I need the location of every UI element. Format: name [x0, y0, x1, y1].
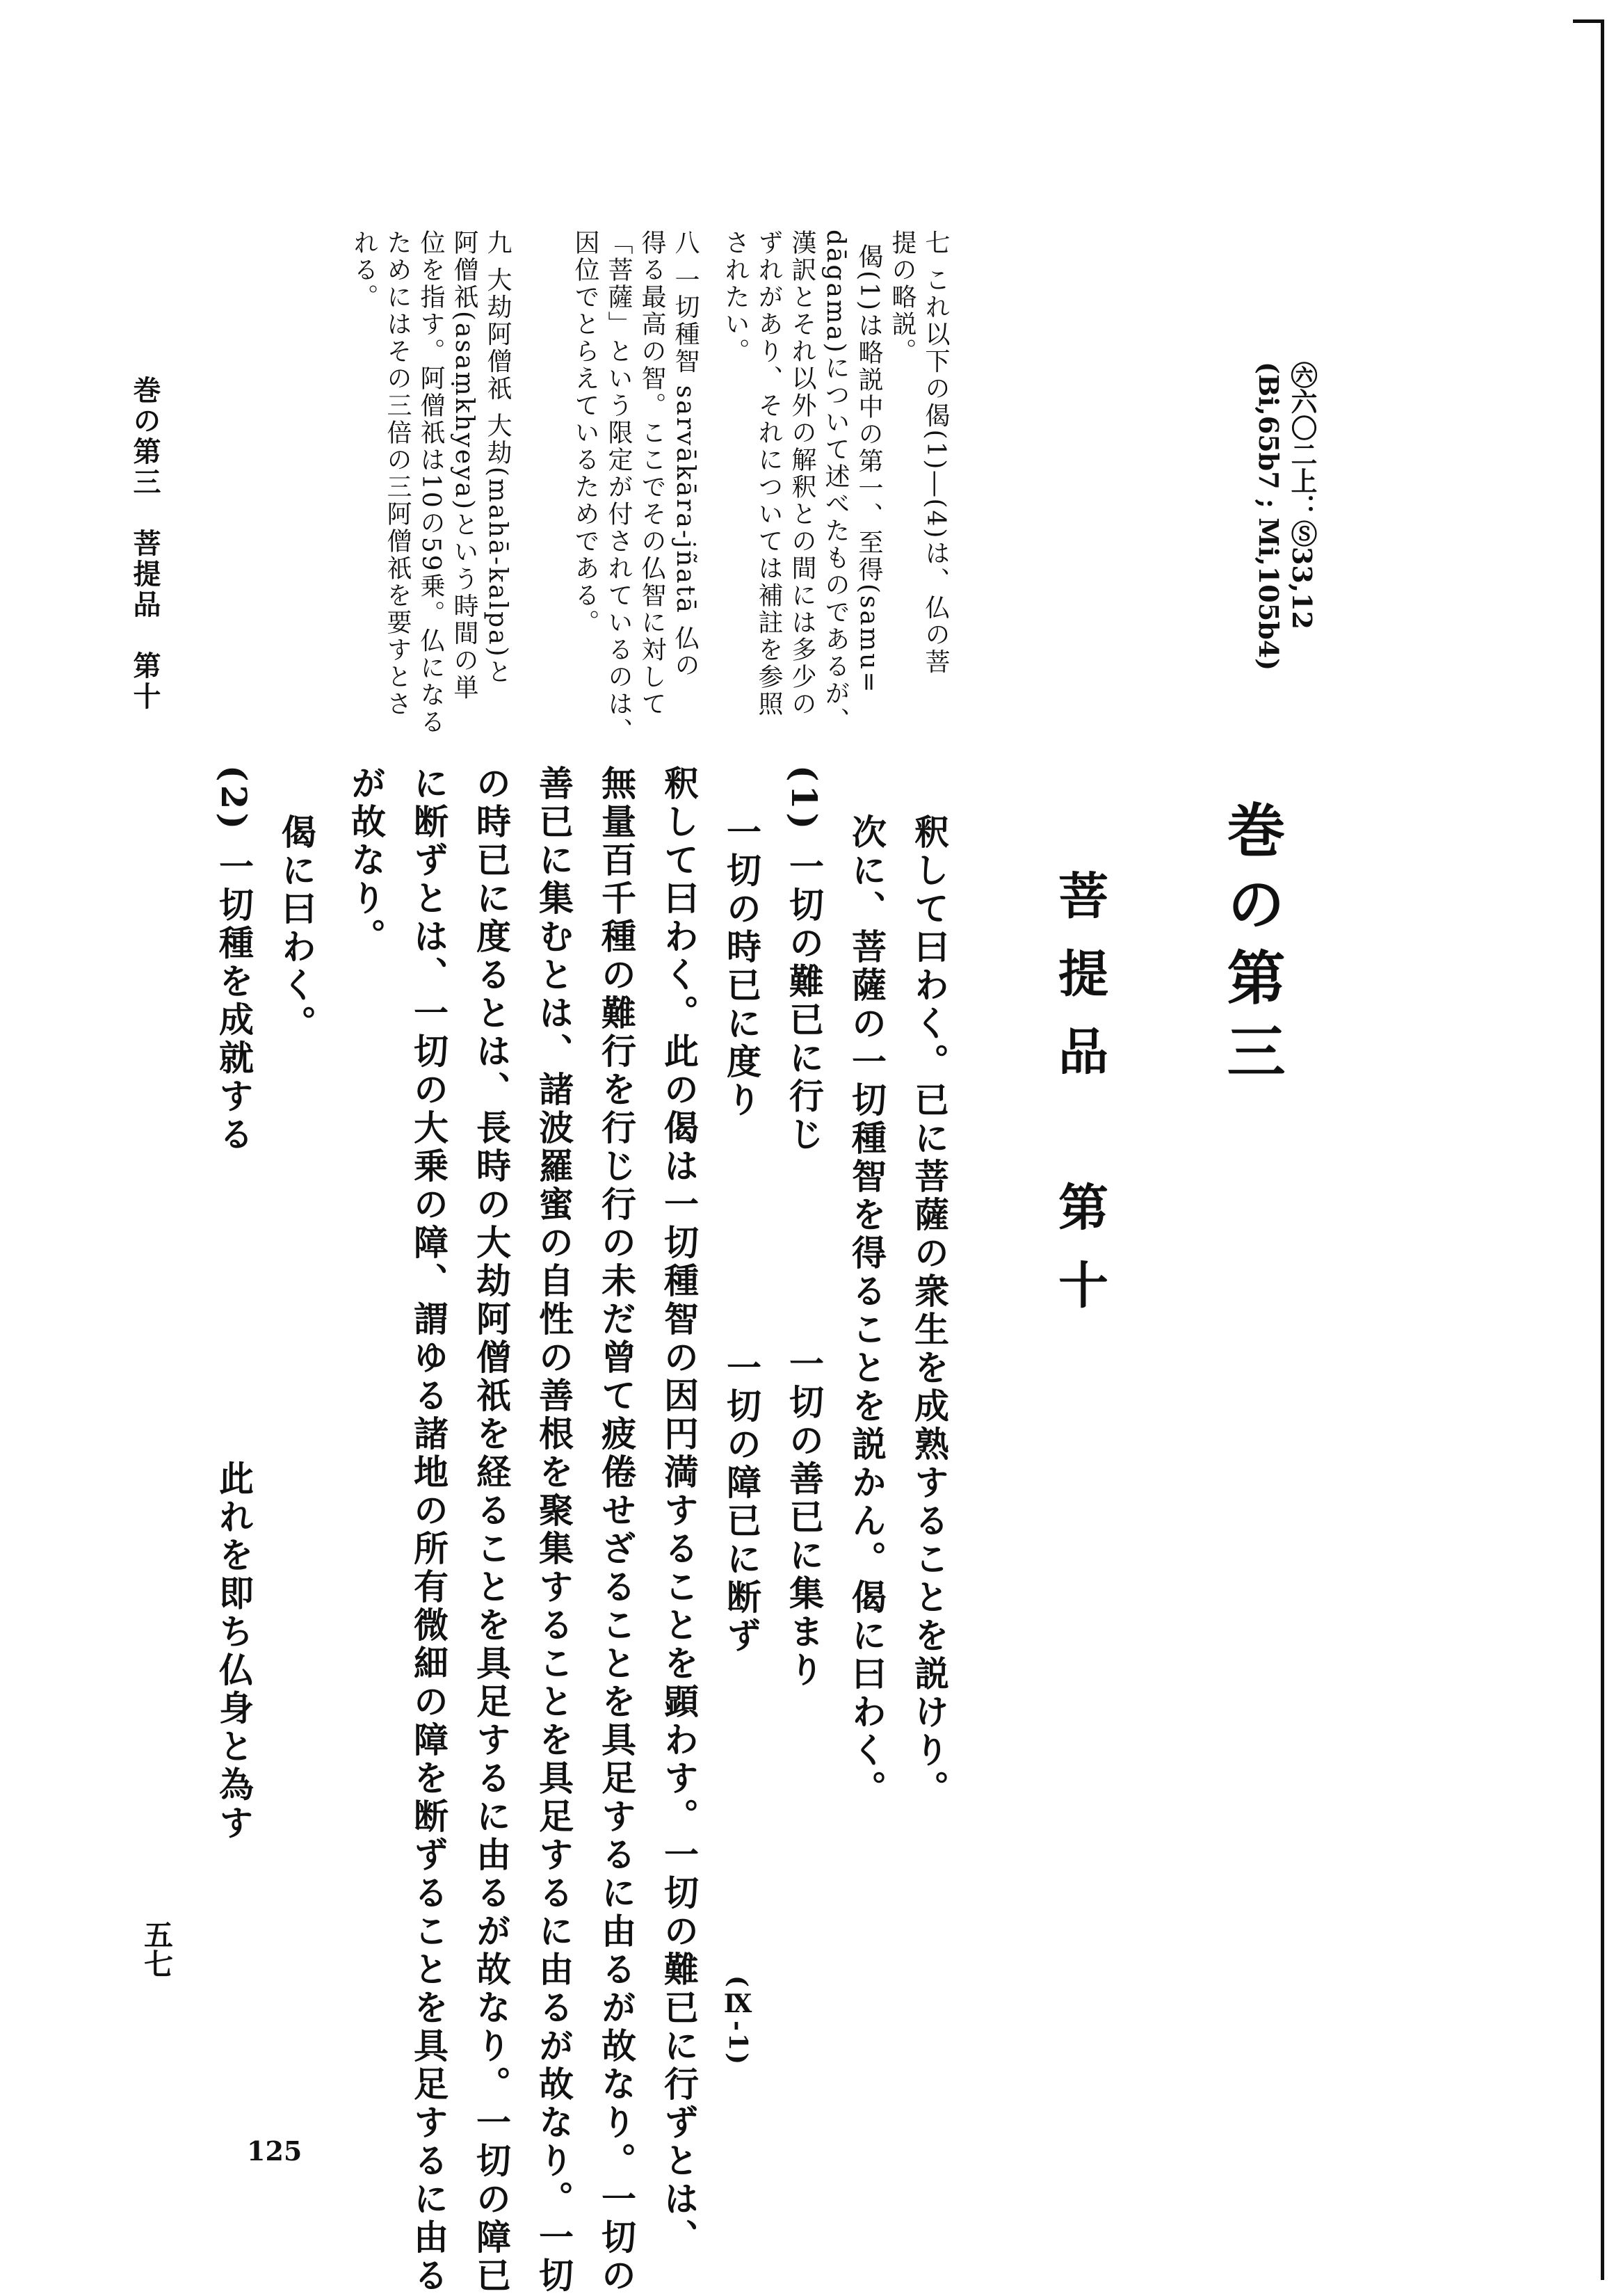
- verse-line: (2) 一切種を成就する 此れを即ち仏身と為す: [213, 765, 255, 1843]
- note-column: 八 一切種智 sarvākāra-jñatā 仏の: [671, 230, 700, 680]
- source-reference: [1252, 362, 1318, 751]
- note-column: されたい。: [721, 230, 750, 365]
- note-column: ためにはその三倍の三阿僧祇を要すとさ: [383, 230, 412, 718]
- body-column: 善已に集むとは、諸波羅蜜の自性の善根を聚集することを具足するに由るが故なり。一切: [533, 765, 574, 2295]
- note-column: 七 これ以下の偈(1)―(4)は、仏の菩: [921, 230, 950, 676]
- verse-reference: (Ⅸ-1): [723, 1975, 752, 2067]
- source-reference-line-2: (Bi,65b7 ; Mi,105b4): [1253, 362, 1284, 671]
- body-column: 偈に曰わく。: [276, 814, 317, 1043]
- body-column: の時已に度るとは、長時の大劫阿僧祇を経ることを具足するに由るが故なり。一切の障已: [471, 765, 512, 2295]
- note-column: 得る最高の智。ここでその仏智に対して: [638, 230, 666, 718]
- body-column: 次に、菩薩の一切種智を得ることを説かん。偈に曰わく。: [846, 814, 887, 1808]
- source-reference-line-1: ㊅六〇二上：Ⓢ33,12: [1286, 362, 1318, 629]
- note-column: 提の略説。: [888, 230, 917, 365]
- note-column: 偈(1)は略説中の第一、至得(samu=: [855, 243, 883, 695]
- chapter-title: 菩提品 第十: [1050, 869, 1109, 1337]
- body-column: が故なり。: [346, 765, 387, 956]
- running-header: 巻の第三 菩提品 第十: [129, 376, 161, 712]
- body-column: 釈して曰わく。已に菩薩の衆生を成熟することを説けり。: [909, 814, 950, 1808]
- body-column: 釈して曰わく。此の偈は一切種智の因円満することを顕わす。一切の難已に行ずとは、: [659, 765, 700, 2257]
- note-column: dāgama)について述べたものであるが、: [821, 230, 850, 734]
- verse-line: (1) 一切の難已に行じ 一切の善已に集まり: [784, 765, 825, 1690]
- note-column: 九 大劫阿僧祇 大劫(mahā-kalpa)と: [483, 230, 512, 686]
- note-column: ずれがあり、それについては補註を参照: [754, 230, 783, 718]
- page-number: 125: [247, 2135, 302, 2167]
- margin-rule: [1601, 19, 1604, 2280]
- scroll-title: 巻の第三: [1218, 800, 1286, 1095]
- note-column: れる。: [350, 230, 378, 311]
- note-column: 位を指す。阿僧祇は10の59乗。仏になる: [417, 230, 445, 736]
- note-column: 漢訳とそれ以外の解釈との間には多少の: [788, 230, 816, 718]
- margin-rule-tick: [1573, 19, 1604, 23]
- page-number-kanji: 五七: [140, 1920, 174, 1978]
- verse-line: 一切の時已に度り 一切の障已に断ず: [721, 814, 762, 1655]
- body-column: に断ずとは、一切の大乗の障、謂ゆる諸地の所有微細の障を断ずることを具足するに由る: [408, 765, 449, 2295]
- note-column: 阿僧祇(asaṃkhyeya)という時間の単: [450, 230, 478, 702]
- note-column: 「菩薩」という限定が付されているのは、: [604, 230, 633, 745]
- body-column: 無量百千種の難行を行じ行の未だ曾て疲倦せざることを具足するに由るが故なり。一切の: [596, 765, 637, 2295]
- note-column: 因位でとらえているためである。: [571, 230, 599, 636]
